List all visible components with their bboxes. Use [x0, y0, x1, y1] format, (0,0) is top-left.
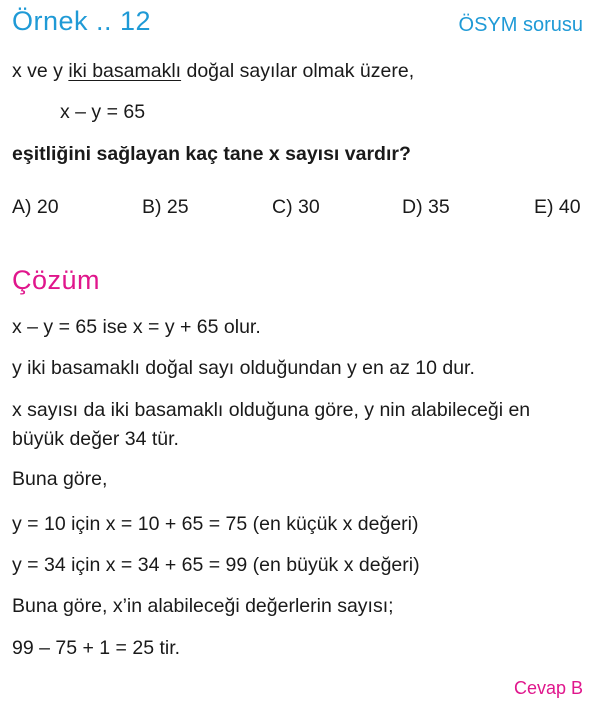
solution-line: y = 10 için x = 10 + 65 = 75 (en küçük x değeri)	[12, 513, 419, 535]
solution-line: Buna göre,	[12, 468, 108, 490]
answer-label: Cevap B	[513, 678, 583, 698]
header-source: ÖSYM sorusu	[458, 14, 583, 36]
question-line-1-post: doğal sayılar olmak üzere,	[181, 60, 415, 82]
solution-line: x – y = 65 ise x = y + 65 olur.	[12, 316, 261, 338]
solution-line: Buna göre, x’in alabileceği değerlerin sayısı;	[12, 595, 394, 617]
header-title: Örnek .. 12	[12, 6, 152, 36]
question-line-1	[12, 60, 414, 83]
solution-line: büyük değer 34 tür.	[12, 428, 179, 450]
solution-line: y iki basamaklı doğal sayı olduğundan y en az 10 dur.	[12, 357, 475, 379]
solution-line: x sayısı da iki basamaklı olduğuna göre, y nin alabileceği en	[12, 399, 531, 421]
option-c: C) 30	[272, 196, 320, 218]
option-d: D) 35	[402, 196, 450, 218]
question-equation: x – y = 65	[60, 101, 146, 123]
option-a: A) 20	[12, 196, 59, 218]
question-prompt: eşitliğini sağlayan kaç tane x sayısı vardır?	[12, 143, 411, 165]
option-b: B) 25	[142, 196, 189, 218]
solution-line: y = 34 için x = 34 + 65 = 99 (en büyük x değeri)	[12, 554, 420, 576]
question-underlined-text: iki basamaklı	[68, 60, 182, 82]
solution-line: 99 – 75 + 1 = 25 tir.	[12, 637, 181, 659]
question-line-1-pre: x ve y	[12, 60, 69, 82]
solution-title: Çözüm	[12, 265, 101, 295]
option-e: E) 40	[534, 196, 581, 218]
